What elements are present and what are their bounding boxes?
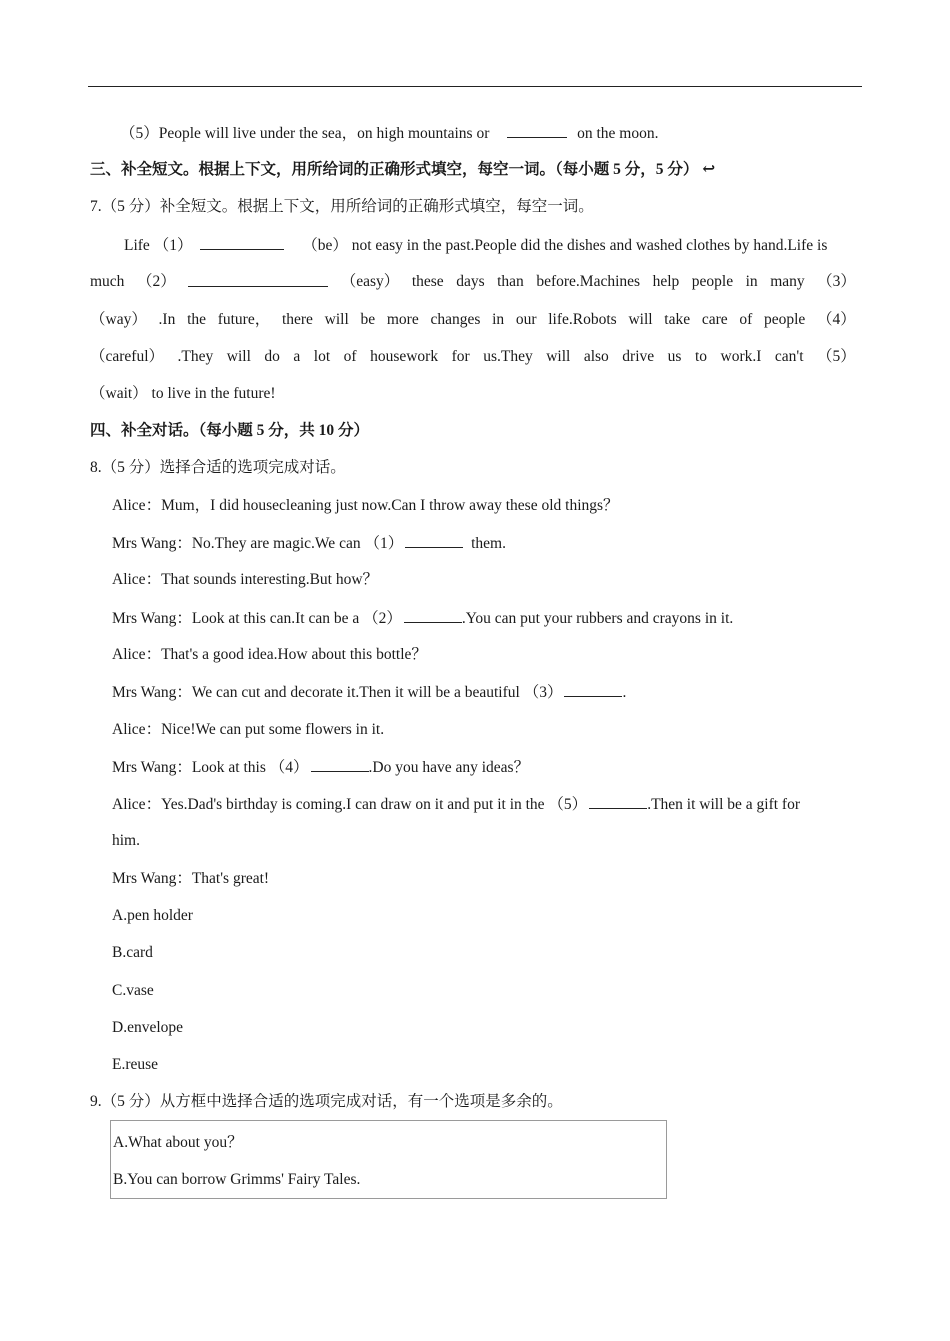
word: of (739, 311, 753, 328)
word: before.Machines (536, 273, 641, 290)
dialogue-line: Alice：That sounds interesting.But how？ (112, 571, 379, 588)
word: can't (774, 348, 804, 365)
word: us.They (483, 348, 533, 365)
q7-line-4 (90, 347, 856, 367)
q7-line-1 (124, 235, 866, 256)
dialogue-text: them. (471, 535, 506, 552)
dialogue-text: . (622, 684, 627, 701)
dialogue-line (112, 608, 733, 629)
prev-item-5 (120, 123, 658, 144)
answer-blank-q8-5[interactable] (589, 794, 647, 809)
word: people (764, 311, 806, 328)
word: .In (158, 311, 176, 328)
word: many (770, 273, 805, 290)
dialogue-text: Mrs Wang：We can cut and decorate it.Then it will be a beautiful （3） (112, 684, 563, 701)
word: the (187, 311, 206, 328)
word: our (515, 311, 537, 328)
word: us (667, 348, 682, 365)
q7-text: （be） not easy in the past.People did the dishes and washed clothes by hand.Life is (302, 237, 828, 254)
dialogue-line (112, 757, 529, 778)
word: these (411, 273, 444, 290)
dialogue-line: Alice：That's a good idea.How about this bottle？ (112, 646, 427, 663)
word: more (386, 311, 419, 328)
dialogue-line: Alice：Nice!We can put some flowers in it. (112, 721, 385, 738)
word: do (264, 348, 280, 365)
word: will (546, 348, 571, 365)
word: lot (313, 348, 331, 365)
word: to (694, 348, 708, 365)
dialogue-line (112, 533, 506, 554)
q7-line-3 (90, 310, 856, 330)
prev-item-text: （5）People will live under the sea，on high mountains or (120, 125, 490, 142)
word: （3） (817, 273, 856, 290)
answer-blank-q8-3[interactable] (564, 682, 622, 697)
word: in (492, 311, 505, 328)
answer-blank-2[interactable] (188, 272, 328, 287)
box-option-b: B.You can borrow Grimms' Fairy Tales. (113, 1171, 361, 1188)
option-b: B.card (112, 944, 153, 961)
word: （4） (817, 311, 856, 328)
answer-blank-q8-2[interactable] (404, 608, 462, 623)
word: life.Robots (548, 311, 617, 328)
word: （careful） (90, 348, 165, 365)
word: of (343, 348, 357, 365)
answer-blank[interactable] (507, 123, 567, 138)
word: a (293, 348, 301, 365)
dialogue-text: Mrs Wang：Look at this （4） (112, 759, 309, 776)
q7-line-5: （wait） to live in the future! (90, 385, 276, 402)
option-e: E.reuse (112, 1056, 159, 1073)
dialogue-line: him. (112, 832, 140, 849)
option-c: C.vase (112, 982, 154, 999)
dialogue-text: Mrs Wang：Look at this can.It can be a （2） (112, 610, 402, 627)
paragraph-mark: ↩ (702, 161, 716, 178)
word: help (652, 273, 680, 290)
word: people (691, 273, 734, 290)
word: drive (622, 348, 655, 365)
word: （5） (817, 348, 856, 365)
word: for (451, 348, 470, 365)
word: in (745, 273, 758, 290)
word: （2） (136, 273, 176, 290)
answer-blank-q8-1[interactable] (405, 533, 463, 548)
prev-item-text-after: on the moon. (577, 125, 659, 142)
section-heading-text: 三、补全短文。根据上下文，用所给词的正确形式填空，每空一词。（每小题 5 分，5 分） (90, 161, 699, 178)
word: much (90, 273, 125, 290)
word: will (324, 311, 349, 328)
word: future， (217, 311, 271, 328)
section-4-heading: 四、补全对话。（每小题 5 分，共 10 分） (90, 422, 370, 439)
section-3-heading (90, 160, 715, 180)
word: work.I (720, 348, 762, 365)
dialogue-text: Alice：Yes.Dad's birthday is coming.I can draw on it and put it in the （5） (112, 796, 588, 813)
word: there (281, 311, 313, 328)
option-d: D.envelope (112, 1019, 184, 1036)
q7-line-2 (90, 272, 856, 292)
word: days (456, 273, 485, 290)
dialogue-line: Alice：Mum，I did housecleaning just now.Can I throw away these old things？ (112, 497, 619, 514)
word: changes (430, 311, 481, 328)
option-a: A.pen holder (112, 907, 193, 924)
word: care (701, 311, 728, 328)
word: be (360, 311, 376, 328)
header-rule (88, 86, 862, 87)
dialogue-text: .You can put your rubbers and crayons in it. (461, 610, 734, 627)
word: will (628, 311, 653, 328)
question-9-title: 9.（5 分）从方框中选择合适的选项完成对话，有一个选项是多余的。 (90, 1093, 563, 1110)
dialogue-text: .Do you have any ideas？ (368, 759, 530, 776)
q7-text: Life （1） (124, 237, 193, 254)
word: than (497, 273, 524, 290)
word: will (226, 348, 251, 365)
word: take (664, 311, 691, 328)
dialogue-line (112, 794, 800, 815)
dialogue-text: .Then it will be a gift for (647, 796, 800, 813)
word: （easy） (340, 273, 400, 290)
question-7-title: 7.（5 分）补全短文。根据上下文，用所给词的正确形式填空，每空一词。 (90, 198, 594, 215)
dialogue-line (112, 682, 626, 703)
dialogue-text: Mrs Wang：No.They are magic.We can （1） (112, 535, 404, 552)
answer-blank-1[interactable] (200, 235, 284, 250)
word: .They (177, 348, 214, 365)
question-8-title: 8.（5 分）选择合适的选项完成对话。 (90, 459, 346, 476)
word: also (583, 348, 609, 365)
dialogue-line: Mrs Wang：That's great! (112, 870, 270, 887)
word: housework (370, 348, 439, 365)
word: （way） (90, 311, 147, 328)
box-option-a: A.What about you？ (113, 1134, 243, 1151)
answer-blank-q8-4[interactable] (311, 757, 369, 772)
